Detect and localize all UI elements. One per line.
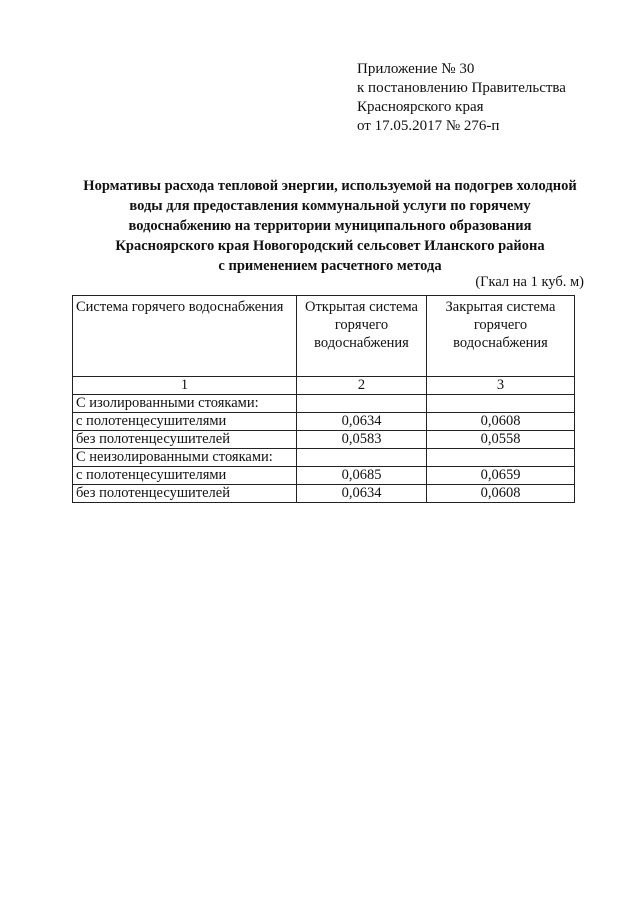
column-index: 1 <box>73 377 297 395</box>
closed-value: 0,0659 <box>427 467 575 485</box>
open-value: 0,0583 <box>297 431 427 449</box>
open-value: 0,0634 <box>297 413 427 431</box>
open-value: 0,0685 <box>297 467 427 485</box>
closed-value: 0,0608 <box>427 485 575 503</box>
title-line: воды для предоставления коммунальной услуги по горячему <box>129 198 531 214</box>
column-index: 3 <box>427 377 575 395</box>
document-title <box>60 176 600 276</box>
header-closed-system: Закрытая система горячего водоснабжения <box>427 296 575 377</box>
row-label: с полотенцесушителями <box>73 413 297 431</box>
closed-value <box>427 449 575 467</box>
open-value: 0,0634 <box>297 485 427 503</box>
header-system: Система горячего водоснабжения <box>73 296 297 377</box>
appendix-block <box>357 60 566 136</box>
appendix-line: от 17.05.2017 № 276-п <box>357 118 500 134</box>
appendix-line: Приложение № 30 <box>357 61 475 77</box>
closed-value: 0,0558 <box>427 431 575 449</box>
closed-value: 0,0608 <box>427 413 575 431</box>
table-row <box>73 395 575 413</box>
table-row <box>73 413 575 431</box>
unit-label: (Гкал на 1 куб. м) <box>475 274 584 290</box>
open-value <box>297 395 427 413</box>
title-line: Красноярского края Новогородский сельсовет Иланского района <box>115 238 545 254</box>
table-row <box>73 467 575 485</box>
table-row <box>73 485 575 503</box>
header-open-system: Открытая система горячего водоснабжения <box>297 296 427 377</box>
closed-value <box>427 395 575 413</box>
row-label: С изолированными стояками: <box>73 395 297 413</box>
appendix-line: Красноярского края <box>357 99 484 115</box>
column-index-row <box>73 377 575 395</box>
row-label: без полотенцесушителей <box>73 485 297 503</box>
row-label: с полотенцесушителями <box>73 467 297 485</box>
table-header-row <box>73 296 575 377</box>
appendix-line: к постановлению Правительства <box>357 80 566 96</box>
open-value <box>297 449 427 467</box>
table-row <box>73 449 575 467</box>
row-label: С неизолированными стояками: <box>73 449 297 467</box>
title-line: водоснабжению на территории муниципального образования <box>128 218 532 234</box>
row-label: без полотенцесушителей <box>73 431 297 449</box>
table-row <box>73 431 575 449</box>
title-line: с применением расчетного метода <box>218 258 442 274</box>
column-index: 2 <box>297 377 427 395</box>
title-line: Нормативы расхода тепловой энергии, используемой на подогрев холодной <box>83 178 577 194</box>
norms-table <box>72 295 575 503</box>
